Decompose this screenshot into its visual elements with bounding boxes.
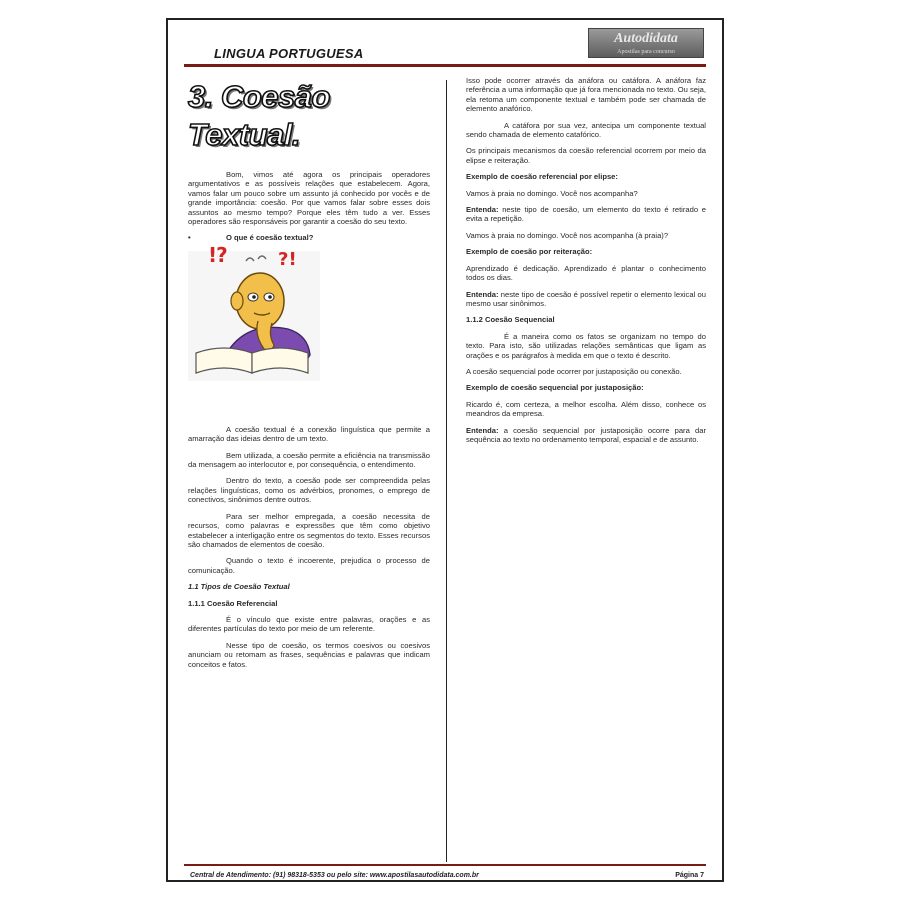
column-divider xyxy=(446,80,447,862)
explanation-label: Entenda: xyxy=(466,425,499,435)
explanation xyxy=(466,426,706,445)
logo-text: Autodidata xyxy=(614,31,678,46)
example-heading: Exemplo de coesão por reiteração: xyxy=(466,247,593,257)
thinking-student-illustration xyxy=(188,242,320,381)
header-rule xyxy=(184,64,706,67)
explanation-text: neste tipo de coesão é possível repetir o elemento lexical ou mesmo usar sinônimos. xyxy=(466,289,706,308)
example-text: Vamos à praia no domingo. Você nos acompanha (à praia)? xyxy=(466,230,669,240)
example-text: Vamos à praia no domingo. Você nos acompanha? xyxy=(466,188,638,198)
paragraph: Dentro do texto, a coesão pode ser compreendida pelas relações linguísticas, como os advérbios, pronomes, o emprego de conectivos, sinônimos dentre outros. xyxy=(188,476,430,505)
paragraph: A coesão textual é a conexão linguística que permite a amarração das ideias dentro de um texto. xyxy=(188,424,430,444)
right-column xyxy=(466,76,706,451)
footer-contact: Central de Atendimento: (91) 98318-5353 ou pelo site: www.apostilasautodidata.com.br xyxy=(190,872,479,879)
paragraph: Isso pode ocorrer através da anáfora ou catáfora. A anáfora faz referência a uma informação que já fora mencionada no texto. Ou seja, ela retoma um componente textual e também pode ser chamada de elemento anafórico. xyxy=(466,76,706,114)
subsection-heading: 1.1 Tipos de Coesão Textual xyxy=(188,582,290,592)
example-heading: Exemplo de coesão referencial por elipse: xyxy=(466,172,618,182)
paragraph: É o vínculo que existe entre palavras, orações e as diferentes partículas do texto por meio de um referente. xyxy=(188,614,430,634)
document-page xyxy=(166,18,724,882)
spacer xyxy=(188,391,430,425)
subsection-heading: 1.1.1 Coesão Referencial xyxy=(188,598,278,608)
paragraph: Nesse tipo de coesão, os termos coesivos ou coesivos anunciam ou retomam as frases, sequências e palavras que indicam conceitos e fatos. xyxy=(188,640,430,669)
paragraph: É a maneira como os fatos se organizam no tempo do texto. Para isto, são utilizadas relações semânticas que ligam as orações e os parágrafos à medida em que o texto é descrito. xyxy=(466,331,706,360)
footer-rule xyxy=(184,864,706,866)
paragraph: Os principais mecanismos da coesão referencial ocorrem por meio da elipse e reiteração. xyxy=(466,146,706,165)
paragraph: A catáfora por sua vez, antecipa um componente textual sendo chamada de elemento catafórico. xyxy=(466,120,706,140)
exclamation-question-icon: !? xyxy=(208,242,227,267)
page-number: Página 7 xyxy=(675,872,704,879)
paragraph: A coesão sequencial pode ocorrer por justaposição ou conexão. xyxy=(466,366,682,376)
explanation-text: neste tipo de coesão, um elemento do texto é retirado e evita a repetição. xyxy=(466,205,706,224)
paragraph: Para ser melhor empregada, a coesão necessita de recursos, como palavras e expressões que têm como objetivo estabelecer a interligação entre os segmentos do texto. Esses recursos são chamados de elementos de coesão. xyxy=(188,511,430,549)
question-text: O que é coesão textual? xyxy=(226,233,314,243)
logo-tagline: Apostilas para concurso xyxy=(617,49,675,55)
explanation xyxy=(466,205,706,224)
question-bullet xyxy=(188,233,430,242)
question-exclamation-icon: ?! xyxy=(278,248,297,270)
student-icon xyxy=(188,242,320,381)
example-text: Ricardo é, com certeza, a melhor escolha. Além disso, conhece os meandros da empresa. xyxy=(466,399,706,419)
paragraph: Quando o texto é incoerente, prejudica o processo de comunicação. xyxy=(188,556,430,575)
section-title: 3. Coesão Textual. xyxy=(188,79,330,152)
explanation-text: a coesão sequencial por justaposição ocorre para dar sequência ao texto no ordenamento temporal, espacial e de assunto. xyxy=(466,425,706,444)
subsection-heading: 1.1.2 Coesão Sequencial xyxy=(466,315,555,325)
intro-paragraph: Bom, vimos até agora os principais operadores argumentativos e as possíveis relações que estabelecem. Agora, vamos falar um pouco sobre um assunto já conhecido por vocês e de grande importância: coesão. Por que vamos falar sobre esses dois assuntos ao mesmo tempo? Porque eles têm tudo a ver. Esses operadores são responsáveis por garantir a coesão do seu texto. xyxy=(188,170,430,227)
autodidata-logo xyxy=(588,28,704,58)
explanation-label: Entenda: xyxy=(466,205,499,215)
left-column xyxy=(188,76,430,676)
paragraph: Bem utilizada, a coesão permite a eficiência na transmissão da mensagem ao interlocutor e, por consequência, o entendimento. xyxy=(188,450,430,470)
bullet-icon: • xyxy=(188,233,191,243)
explanation xyxy=(466,290,706,309)
header-subject: LINGUA PORTUGUESA xyxy=(214,46,364,61)
explanation-label: Entenda: xyxy=(466,289,499,299)
example-text: Aprendizado é dedicação. Aprendizado é plantar o conhecimento todos os dias. xyxy=(466,263,706,283)
example-heading: Exemplo de coesão sequencial por justaposição: xyxy=(466,383,644,393)
footer xyxy=(190,872,704,879)
